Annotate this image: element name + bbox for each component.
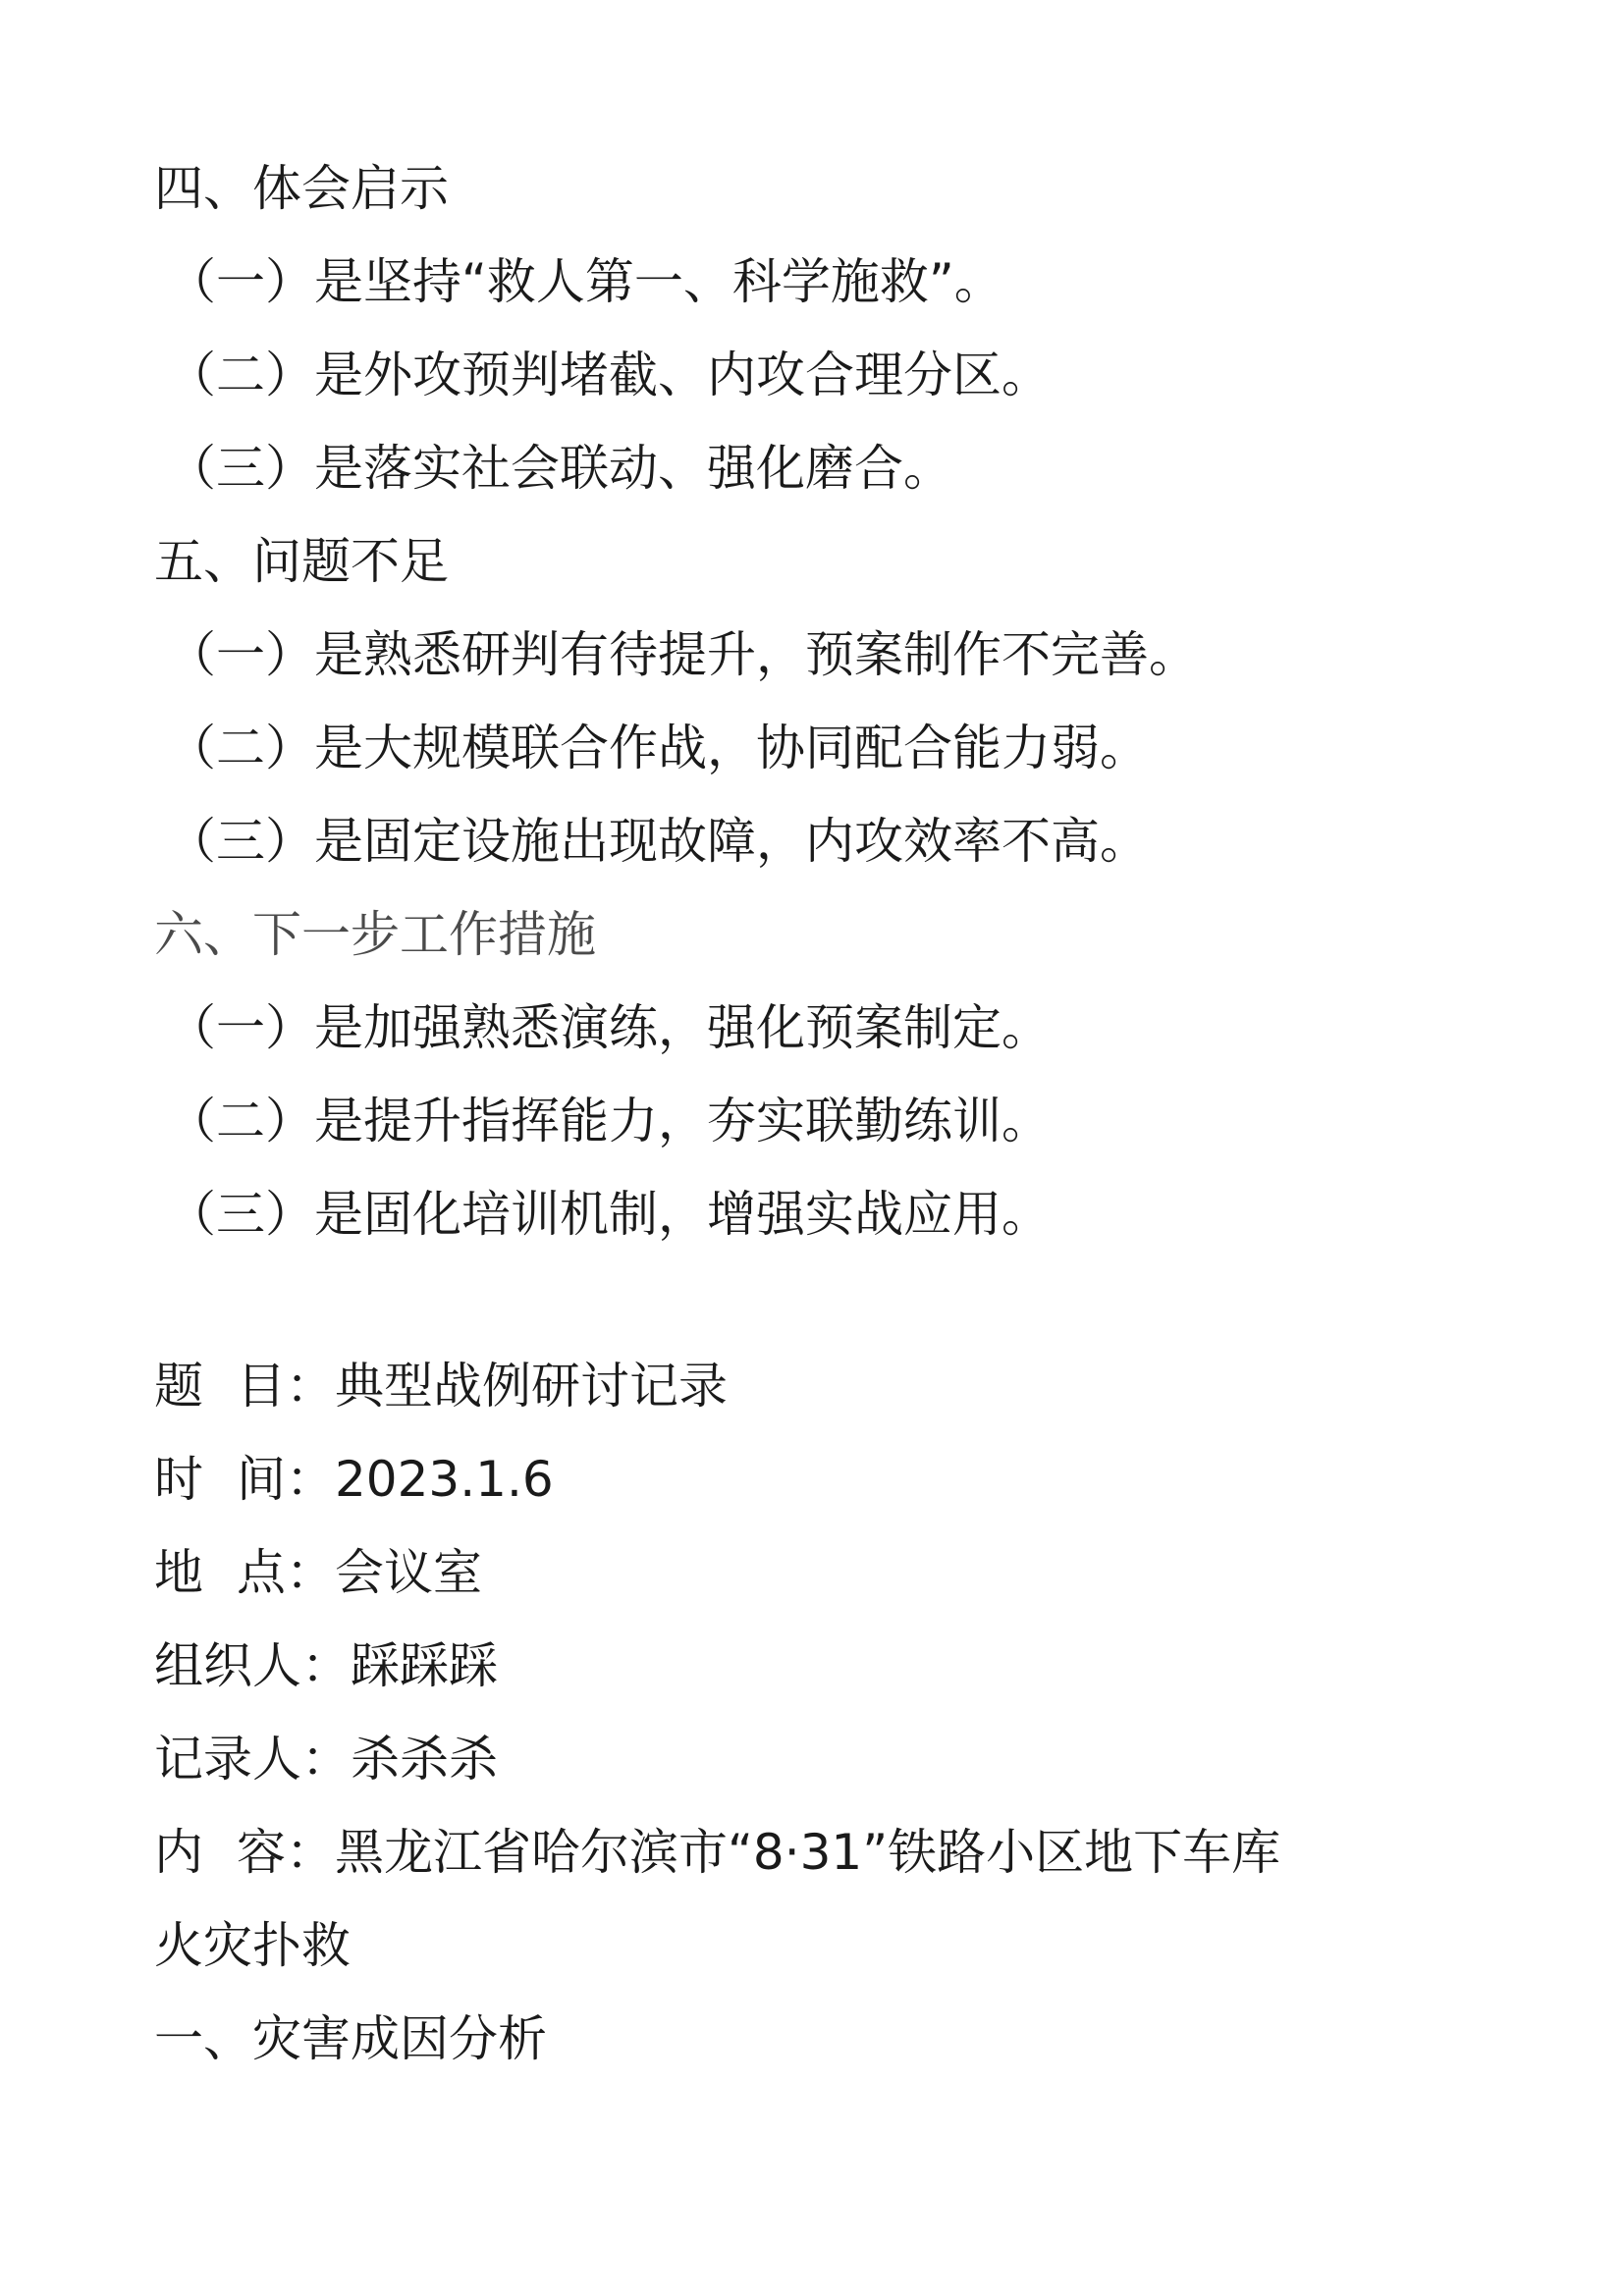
section-heading-5: 五、问题不足 [154, 533, 449, 590]
list-item: （一）是熟悉研判有待提升，预案制作不完善。 [167, 626, 1198, 683]
organizer-value: 踩踩踩 [351, 1637, 498, 1694]
record-recorder-row [154, 1720, 498, 1798]
record-time-row [154, 1440, 554, 1519]
time-value: 2023.1.6 [335, 1451, 554, 1508]
list-item: （二）是外攻预判堵截、内攻合理分区。 [167, 347, 1051, 403]
list-item: （三）是固定设施出现故障，内攻效率不高。 [167, 813, 1149, 870]
time-label-a: 时 [154, 1451, 203, 1508]
list-item: （三）是固化培训机制，增强实战应用。 [167, 1186, 1051, 1243]
list-item: （一）是加强熟悉演练，强化预案制定。 [167, 999, 1051, 1056]
place-label-a: 地 [154, 1544, 203, 1601]
list-item: （三）是落实社会联动、强化磨合。 [167, 440, 952, 497]
record-place-row [154, 1533, 482, 1612]
next-section-heading: 一、灾害成因分析 [154, 2010, 547, 2067]
content-value-line1: 黑龙江省哈尔滨市“8·31”铁路小区地下车库 [335, 1824, 1281, 1881]
title-label-b: 目： [237, 1358, 335, 1415]
content-label-a: 内 [154, 1824, 203, 1881]
section-heading-6: 六、下一步工作措施 [154, 906, 596, 963]
organizer-label: 组织人： [154, 1637, 351, 1694]
place-value: 会议室 [335, 1544, 482, 1601]
place-label-b: 点： [237, 1544, 335, 1601]
title-label-a: 题 [154, 1358, 203, 1415]
content-label-b: 容： [237, 1824, 335, 1881]
record-organizer-row [154, 1627, 498, 1705]
list-item: （二）是提升指挥能力，夯实联勤练训。 [167, 1093, 1051, 1149]
recorder-value: 杀杀杀 [351, 1731, 498, 1788]
record-title-row [154, 1347, 728, 1425]
time-label-b: 间： [237, 1451, 335, 1508]
title-value: 典型战例研讨记录 [335, 1358, 728, 1415]
list-item: （一）是坚持“救人第一、科学施救”。 [167, 253, 1003, 310]
list-item: （二）是大规模联合作战，协同配合能力弱。 [167, 720, 1149, 776]
record-content-row [154, 1813, 1280, 1892]
content-value-line2: 火灾扑救 [154, 1917, 351, 1974]
section-heading-4: 四、体会启示 [154, 160, 449, 217]
recorder-label: 记录人： [154, 1731, 351, 1788]
